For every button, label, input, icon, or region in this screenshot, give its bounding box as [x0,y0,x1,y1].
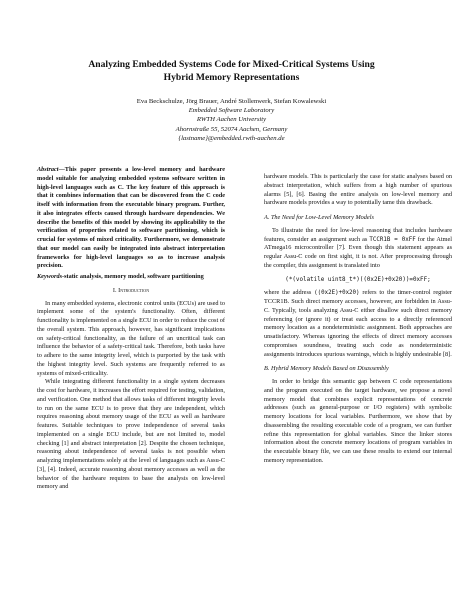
keywords-label: Keywords [37,273,62,280]
abstract-label: Abstract [37,166,59,173]
abstract-text: —This paper presents a low-level memory and hardware model suitable for analyzing embedded systems software written in high-level languages such as C. The key feature of this approach is that it combines information that can be discovered from the C code itself with information from the executable binary program. Further, it also integrates effects caused through hardware dependencies. We describe the benefits of this model by showing its applicability to the verification of properties related to software partitioning, which is crucial for systems of mixed criticality. Furthermore, we demonstrate that our model can easily be integrated into abstract interpretation frameworks for high-level languages so as to increase analysis precision. [37,166,225,270]
subsection-a-paragraph-2 [264,289,452,359]
paper-title [40,58,423,84]
author-names: Eva Beckschulze, Jörg Brauer, André Stollenwerk, Stefan Kowalewski [136,98,327,105]
author-block [40,97,423,143]
affiliation-address: Ahornstraße 55, 52074 Aachen, Germany [175,125,288,133]
keywords-text: -static analysis, memory model, software partitioning [62,273,204,280]
intro-paragraph-1: In many embedded systems, electronic control units (ECUs) are used to implement some of the system's functionality. Often, different functionality is implemented on a single ECU in order to reduce the cost of the overall system. This approach, however, has significant implications on safety-critical functionality, as the failure of an uncritical task can influence the behavior of a safety-critical task. Therefore, both tasks have to adhere to the same integrity level, which is purported by the task with the highest integrity level. Such systems are frequently referred to as systems of mixed-criticality. [37,299,225,377]
title-line-1: Analyzing Embedded Systems Code for Mixed-Critical Systems Using [88,59,375,70]
paragraph-text: for the Atmel ATmega16 microcontroller [7]. Even though this statement appears as regular Assu-C code on first sight, it is not. After preprocessing through the compiler, this assignment is translated into [264,235,452,269]
subsection-b-paragraph: In order to bridge this semantic gap between C code representations and the program executed on the target hardware, we propose a novel memory model that combines explicit representations of concrete addresses (such as general-purpose or I/O registers) with symbolic memory locations for local variables. Furthermore, we show that by disassembling the resulting executable code of a program, we can further refine this representation for global variables. Since the linker stores information about the concrete memory locations of program variables in the executable binary file, we can use these results to extend our internal memory representation. [264,378,452,464]
inline-code: ((0x2E)+0x20) [314,290,360,297]
paragraph-text: To illustrate the need for low-level reasoning that includes hardware features, consider an assignment such as [264,226,452,243]
affiliation-email: {lastname}@embedded.rwth-aachen.de [178,134,285,142]
inline-code: TCCR1B = 0xFF [369,236,416,243]
abstract [37,166,225,271]
paragraph-text: refers to the timer-control register TCCR1B. Such direct memory accesses, however, are forbidden in Assu-C. Typically, tools analyzing Assu-C either disallow such direct memory referencing (or ignore it) or treat each access to a directly referenced memory location as a nondeterministic assignment. Both approaches are unsatisfactory. Whereas ignoring the effects of direct memory accesses compromises soundness, treating such code as nondeterministic assignments introduces spurious warnings, which is highly undesirable [8]. [264,289,453,358]
right-column [264,173,452,466]
affiliation-university: RWTH Aachen University [196,116,267,124]
subsection-heading-a: A. The Need for Low-Level Memory Models [264,214,374,221]
keywords [37,273,225,282]
code-listing: (*(volatile uint8_t*)((0x2E)+0x20))=0xFF; [285,276,431,283]
intro-paragraph-3: hardware models. This is particularly the case for static analyses based on abstract interpretation, which suffers from a high number of spurious alarms [5], [6]. Basing the entire analysis on low-level memory and hardware models provides a way to potentially tame this drawback. [264,173,452,207]
subsection-heading-b: B. Hybrid Memory Models Based on Disassembly [264,365,389,373]
intro-paragraph-2: While integrating different functionality in a single system decreases the cost for hardware, it increases the effort required for testing, validation, and verification. One method that allows tasks of different integrity levels to run on the same ECU is to prove that they are independent, which requires reasoning about memory usage of the ECU as well as hardware features. Suitable techniques to prove independence of several tasks implemented on a single ECU include, but are not limited to, model checking [1] and abstract interpretation [2]. Despite the chosen technique, reasoning about independence of several tasks is not possible when analyzing implementations solely at the level of languages such as Assu-C [3], [4]. Indeed, accurate reasoning about memory accesses as well as the behavior of the hardware requires to base the analysis on low-level memory and [37,378,225,491]
left-column [37,166,225,492]
paragraph-text: where the address [264,289,315,297]
subsection-a-paragraph-1 [264,227,452,271]
title-line-2: Hybrid Memory Representations [163,72,300,83]
section-heading-introduction: I. Introduction [112,286,150,294]
affiliation-lab: Embedded Software Laboratory [188,107,275,115]
